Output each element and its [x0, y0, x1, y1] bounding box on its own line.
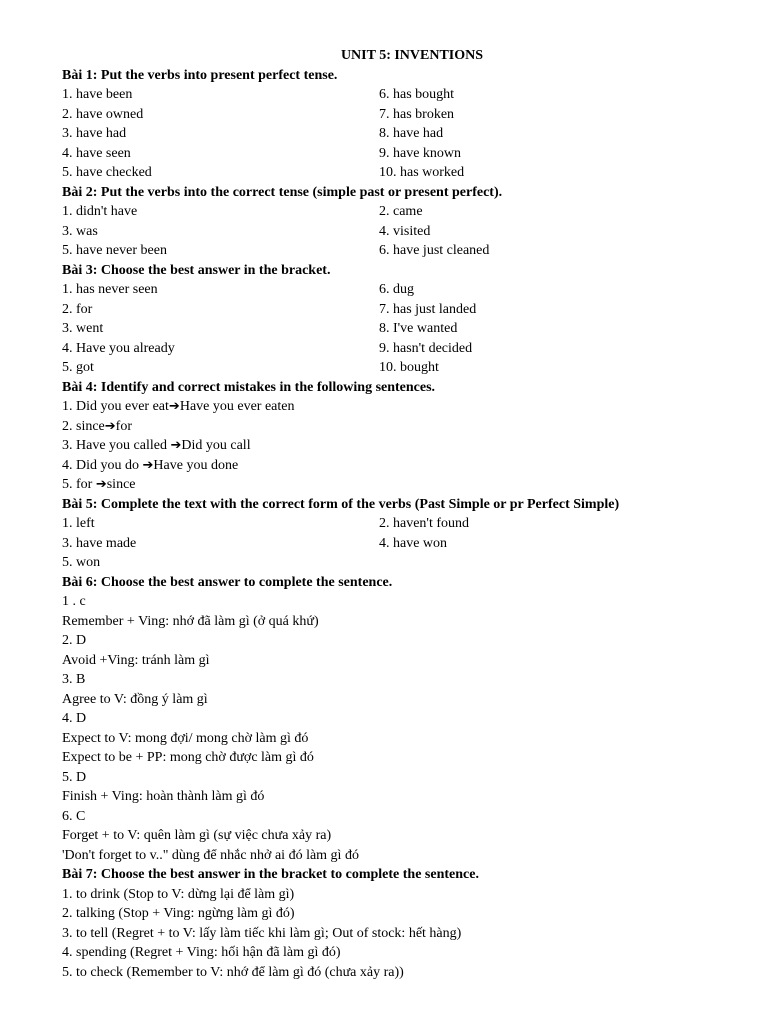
exercise-6-heading: Bài 6: Choose the best answer to complete the sentence.	[62, 574, 393, 590]
explanation-line: Forget + to V: quên làm gì (sự việc chưa xảy ra)	[62, 828, 332, 843]
answer: 5. have checked	[62, 165, 152, 180]
answer: 3. went	[62, 321, 104, 336]
answer: 2. for	[62, 301, 93, 317]
answer: 4. have seen	[62, 145, 131, 161]
exercise-4-corrections	[62, 397, 742, 495]
unit-title: UNIT 5: INVENTIONS	[340, 48, 484, 63]
answer-row	[62, 202, 742, 222]
answer: 3. was	[62, 223, 98, 239]
answer-line: 3. to tell (Regret + to V: lấy làm tiếc khi làm gì; Out of stock: hết hàng)	[62, 925, 462, 941]
exercise-1-answers	[62, 85, 742, 183]
mistake-text: 3. Have you called	[62, 438, 171, 453]
exercise-5-answers	[62, 514, 742, 573]
answer-row	[62, 553, 742, 573]
exercise-2-answers	[62, 202, 742, 261]
exercise-5-heading: Bài 5: Complete the text with the correct form of the verbs (Past Simple or pr Perfect Simple)	[62, 496, 620, 512]
answer: 2. came	[379, 204, 423, 219]
answer-row	[62, 280, 742, 300]
correction-text: Have you done	[153, 457, 239, 473]
answer: 1. left	[62, 516, 95, 531]
explanation-line: Expect to be + PP: mong chờ được làm gì đó	[62, 750, 314, 765]
answer-row	[62, 358, 742, 378]
answer-row	[62, 319, 742, 339]
explanation-line: Expect to V: mong đợi/ mong chờ làm gì đó	[62, 730, 309, 746]
answer-line: 1 . c	[62, 594, 86, 609]
answer: 7. has broken	[379, 106, 455, 122]
explanation-line: 'Don't forget to v.." dùng để nhắc nhở ai đó làm gì đó	[62, 847, 359, 863]
answer-row	[62, 124, 742, 144]
exercise-7-heading: Bài 7: Choose the best answer in the bracket to complete the sentence.	[62, 867, 479, 882]
correction-item	[62, 436, 742, 456]
mistake-text: 1. Did you ever eat	[62, 399, 169, 414]
exercise-1-heading: Bài 1: Put the verbs into present perfect tense.	[62, 67, 338, 83]
answer: 5. have never been	[62, 243, 167, 258]
document-page	[62, 46, 742, 982]
correction-item	[62, 397, 742, 417]
arrow-right-icon: ➔	[170, 438, 182, 453]
answer: 4. have won	[379, 535, 448, 551]
answer-line: 6. C	[62, 808, 86, 824]
answer-line: 4. D	[62, 711, 87, 726]
answer-row	[62, 85, 742, 105]
correction-text: Did you call	[181, 438, 251, 453]
explanation-line: Finish + Ving: hoàn thành làm gì đó	[62, 789, 265, 804]
exercise-7-answers	[62, 885, 742, 983]
answer-line: 2. talking (Stop + Ving: ngừng làm gì đó)	[62, 906, 295, 921]
arrow-right-icon: ➔	[95, 477, 107, 492]
answer: 2. haven't found	[379, 516, 470, 531]
exercise-6-answers	[62, 592, 742, 865]
mistake-text: 2. since	[62, 418, 105, 434]
answer: 8. have had	[379, 126, 444, 141]
correction-text: since	[106, 477, 136, 492]
answer: 9. hasn't decided	[379, 340, 473, 356]
answer: 1. have been	[62, 87, 133, 102]
correction-text: for	[115, 418, 132, 434]
arrow-right-icon: ➔	[168, 399, 180, 414]
answer: 8. I've wanted	[379, 321, 458, 336]
answer: 7. has just landed	[379, 301, 477, 317]
answer	[379, 553, 742, 573]
exercise-3-heading: Bài 3: Choose the best answer in the bracket.	[62, 262, 331, 278]
mistake-text: 5. for	[62, 477, 96, 492]
exercise-2-heading: Bài 2: Put the verbs into the correct tense (simple past or present perfect).	[62, 184, 503, 200]
correction-text: Have you ever eaten	[179, 399, 295, 414]
exercise-4-heading: Bài 4: Identify and correct mistakes in the following sentences.	[62, 379, 436, 395]
answer: 4. visited	[379, 223, 431, 239]
answer: 3. have made	[62, 535, 137, 551]
explanation-line: Agree to V: đồng ý làm gì	[62, 691, 208, 707]
correction-item	[62, 456, 742, 476]
answer: 1. has never seen	[62, 282, 158, 297]
answer-row	[62, 241, 742, 261]
answer-row	[62, 163, 742, 183]
answer-line: 3. B	[62, 672, 86, 687]
arrow-right-icon: ➔	[104, 418, 116, 434]
answer-row	[62, 300, 742, 320]
answer-line: 5. to check (Remember to V: nhớ để làm gì đó (chưa xảy ra))	[62, 964, 404, 980]
correction-item	[62, 475, 742, 495]
explanation-line: Avoid +Ving: tránh làm gì	[62, 652, 210, 668]
answer: 10. has worked	[379, 165, 465, 180]
answer: 6. has bought	[379, 87, 455, 102]
answer-row	[62, 222, 742, 242]
answer: 3. have had	[62, 126, 127, 141]
answer: 2. have owned	[62, 106, 144, 122]
answer: 5. won	[62, 555, 101, 570]
answer-row	[62, 144, 742, 164]
explanation-line: Remember + Ving: nhớ đã làm gì (ở quá khứ)	[62, 613, 319, 629]
answer: 6. have just cleaned	[379, 243, 490, 258]
exercise-3-answers	[62, 280, 742, 378]
answer-line: 1. to drink (Stop to V: dừng lại để làm gì)	[62, 886, 295, 902]
answer-row	[62, 105, 742, 125]
answer-line: 2. D	[62, 633, 87, 648]
answer: 1. didn't have	[62, 204, 138, 219]
answer: 5. got	[62, 360, 94, 375]
answer-line: 4. spending (Regret + Ving: hối hận đã làm gì đó)	[62, 945, 341, 960]
mistake-text: 4. Did you do	[62, 457, 143, 473]
answer: 6. dug	[379, 282, 414, 297]
answer-row	[62, 339, 742, 359]
answer-row	[62, 514, 742, 534]
answer: 9. have known	[379, 145, 462, 161]
answer: 4. Have you already	[62, 340, 175, 356]
answer-line: 5. D	[62, 769, 87, 785]
arrow-right-icon: ➔	[142, 457, 154, 473]
correction-item	[62, 417, 742, 437]
answer-row	[62, 534, 742, 554]
answer: 10. bought	[379, 360, 439, 375]
